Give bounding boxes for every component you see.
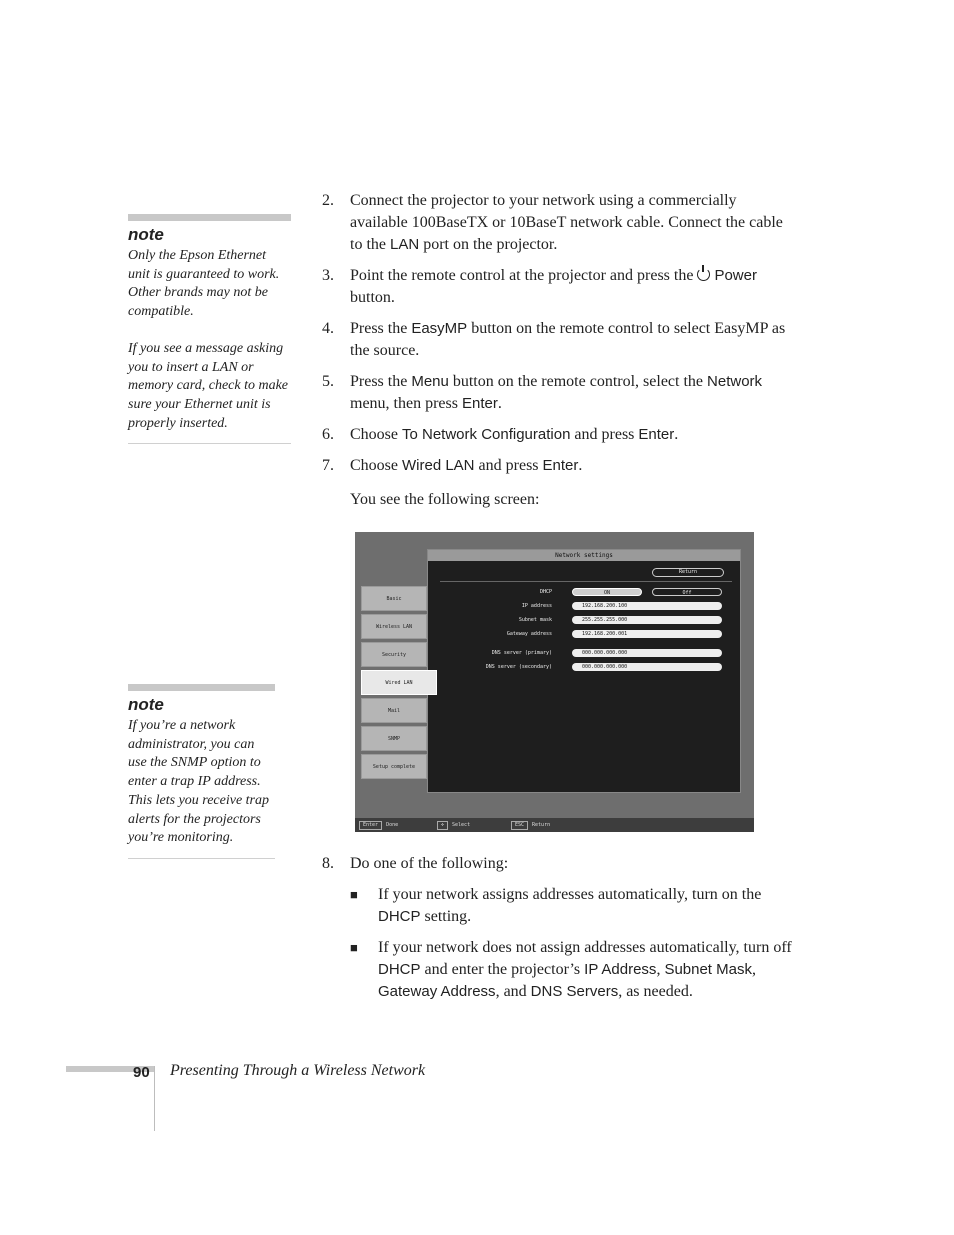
hint-text: Done <box>386 822 399 828</box>
gateway-address-field[interactable]: 192.168.200.001 <box>572 630 722 638</box>
step-7 <box>322 455 792 477</box>
dns-primary-row <box>428 648 742 658</box>
note-title: note <box>128 695 164 714</box>
tab-wireless-lan[interactable]: Wireless LAN <box>361 614 427 639</box>
text: Connect the projector to your network using a commercially available 100BaseTX or 10BaseT network cable. Connect the cable to the <box>350 192 783 253</box>
text: and press <box>474 457 543 474</box>
note-rule <box>128 443 291 444</box>
ip-address-row <box>428 601 742 611</box>
note-paragraph: Only the Epson Ethernet unit is guaranteed to work. Other brands may not be compatible. <box>128 248 280 320</box>
keyword: Network <box>707 373 763 390</box>
gateway-address-row <box>428 629 742 639</box>
screen-hint-bar <box>355 818 754 832</box>
text: , <box>656 961 665 978</box>
step-number: 5. <box>322 373 334 390</box>
text: menu, then press <box>350 395 462 412</box>
divider <box>440 581 732 582</box>
step-2 <box>322 190 792 256</box>
bullet-item <box>350 937 792 1003</box>
dns-primary-field[interactable]: 000.000.000.000 <box>572 649 722 657</box>
move-arrows-icon: ✣ <box>437 821 448 830</box>
text: If your network assigns addresses automatically, turn on the <box>378 886 762 903</box>
note-title: note <box>128 225 164 244</box>
keyword: Wired LAN <box>402 457 475 474</box>
dns-secondary-row <box>428 662 742 672</box>
step-5 <box>322 371 792 415</box>
field-label: IP address <box>521 603 552 609</box>
text: . <box>674 426 679 443</box>
note-paragraph: If you see a message asking you to insert a LAN or memory card, check to make sure your Ethernet unit is properly inserted. <box>128 340 289 431</box>
tab-security[interactable]: Security <box>361 642 427 667</box>
text: , and <box>495 983 531 1000</box>
keyword: Gateway Address <box>378 983 496 1000</box>
text: button on the remote control, select the <box>448 373 708 390</box>
keyword: To Network Configuration <box>402 426 571 443</box>
screen-intro: You see the following screen: <box>350 491 540 508</box>
dhcp-row <box>428 587 742 597</box>
keyword: EasyMP <box>411 320 468 337</box>
keyword: DHCP <box>378 908 421 925</box>
field-label: Subnet mask <box>518 617 552 623</box>
dns-secondary-field[interactable]: 000.000.000.000 <box>572 663 722 671</box>
step-number: 7. <box>322 457 334 474</box>
keyword: Subnet Mask <box>664 961 752 978</box>
bullet-square-icon: ■ <box>350 887 358 902</box>
field-label: DNS server (primary) <box>491 650 552 656</box>
keyword: Enter <box>542 457 579 474</box>
keyword: Enter <box>638 426 675 443</box>
text: port on the projector. <box>419 236 558 253</box>
text: , <box>751 961 756 978</box>
footer-divider <box>154 1066 155 1131</box>
step-number: 3. <box>322 267 334 284</box>
step-number: 8. <box>322 855 334 872</box>
instruction-steps-continued <box>322 853 792 1003</box>
esc-key: ESC <box>511 821 528 830</box>
hint-text: Return <box>532 822 551 828</box>
step-number: 2. <box>322 192 334 209</box>
sidebar-note-ethernet <box>128 214 291 444</box>
page-number: 90 <box>133 1064 150 1081</box>
tab-mail[interactable]: Mail <box>361 698 427 723</box>
step-number: 4. <box>322 320 334 337</box>
text: Point the remote control at the projector and press the <box>350 267 698 284</box>
step-8 <box>322 853 792 875</box>
text: and press <box>570 426 639 443</box>
keyword: IP Address <box>584 961 657 978</box>
settings-panel <box>427 549 741 793</box>
step-3 <box>322 265 792 309</box>
note-paragraph: If you’re a network administrator, you can use the SNMP option to enter a trap IP address. This lets you receive trap alerts for the projectors you’re monitoring. <box>128 718 270 846</box>
text: setting. <box>420 908 472 925</box>
hint-return <box>511 818 550 832</box>
keyword: Enter <box>461 395 498 412</box>
step-6 <box>322 424 792 446</box>
tab-snmp[interactable]: SNMP <box>361 726 427 751</box>
step-4 <box>322 318 792 362</box>
instruction-steps <box>322 190 792 511</box>
dhcp-label: DHCP <box>539 589 552 595</box>
keyword: Menu <box>411 373 449 390</box>
note-bar <box>128 684 275 691</box>
tab-basic[interactable]: Basic <box>361 586 427 611</box>
subnet-mask-field[interactable]: 255.255.255.000 <box>572 616 722 624</box>
text: Choose <box>350 426 402 443</box>
step-text <box>350 190 792 256</box>
text: Press the <box>350 373 412 390</box>
return-button[interactable]: Return <box>652 568 724 577</box>
dhcp-off-radio[interactable]: Off <box>652 588 722 596</box>
step-text <box>350 455 792 477</box>
step-text <box>350 318 792 362</box>
bullet-item <box>350 884 792 928</box>
bullet-square-icon: ■ <box>350 940 358 955</box>
hint-select <box>437 818 470 832</box>
keyword: DNS Servers <box>530 983 619 1000</box>
text: button on the remote control to select EasyMP as the source. <box>350 320 786 359</box>
step-number: 6. <box>322 426 334 443</box>
keyword: Power <box>714 267 757 284</box>
text: Press the <box>350 320 412 337</box>
dhcp-on-radio[interactable]: ON <box>572 588 642 596</box>
note-text <box>128 247 291 433</box>
panel-title: Network settings <box>428 550 740 561</box>
text: . <box>578 457 583 474</box>
note-rule <box>128 858 275 859</box>
ip-address-field[interactable]: 192.168.200.100 <box>572 602 722 610</box>
step-text <box>350 424 792 446</box>
enter-key: Enter <box>359 821 382 830</box>
tab-wired-lan[interactable]: Wired LAN <box>361 670 437 695</box>
text: and enter the projector’s <box>420 961 585 978</box>
network-settings-screenshot <box>355 532 754 832</box>
keyword: LAN <box>390 236 420 253</box>
text: , as needed. <box>618 983 693 1000</box>
step-text: Do one of the following: <box>350 855 509 872</box>
field-label: DNS server (secondary) <box>485 664 552 670</box>
hint-text: Select <box>452 822 471 828</box>
sidebar-note-snmp <box>128 684 275 859</box>
keyword: DHCP <box>378 961 421 978</box>
note-bar <box>128 214 291 221</box>
power-icon <box>697 268 710 281</box>
step-text <box>350 265 792 309</box>
bullet-list <box>350 884 792 1003</box>
running-footer-title: Presenting Through a Wireless Network <box>170 1062 426 1079</box>
text: . <box>497 395 502 412</box>
tab-setup-complete[interactable]: Setup complete <box>361 754 427 779</box>
note-text <box>128 717 275 848</box>
bullet-text <box>378 937 792 1003</box>
step-text <box>350 371 792 415</box>
text: Choose <box>350 457 402 474</box>
subnet-mask-row <box>428 615 742 625</box>
text: button. <box>350 289 395 306</box>
text: If your network does not assign addresses automatically, turn off <box>378 939 792 956</box>
hint-enter <box>359 818 398 832</box>
bullet-text <box>378 884 792 928</box>
field-label: Gateway address <box>506 631 552 637</box>
